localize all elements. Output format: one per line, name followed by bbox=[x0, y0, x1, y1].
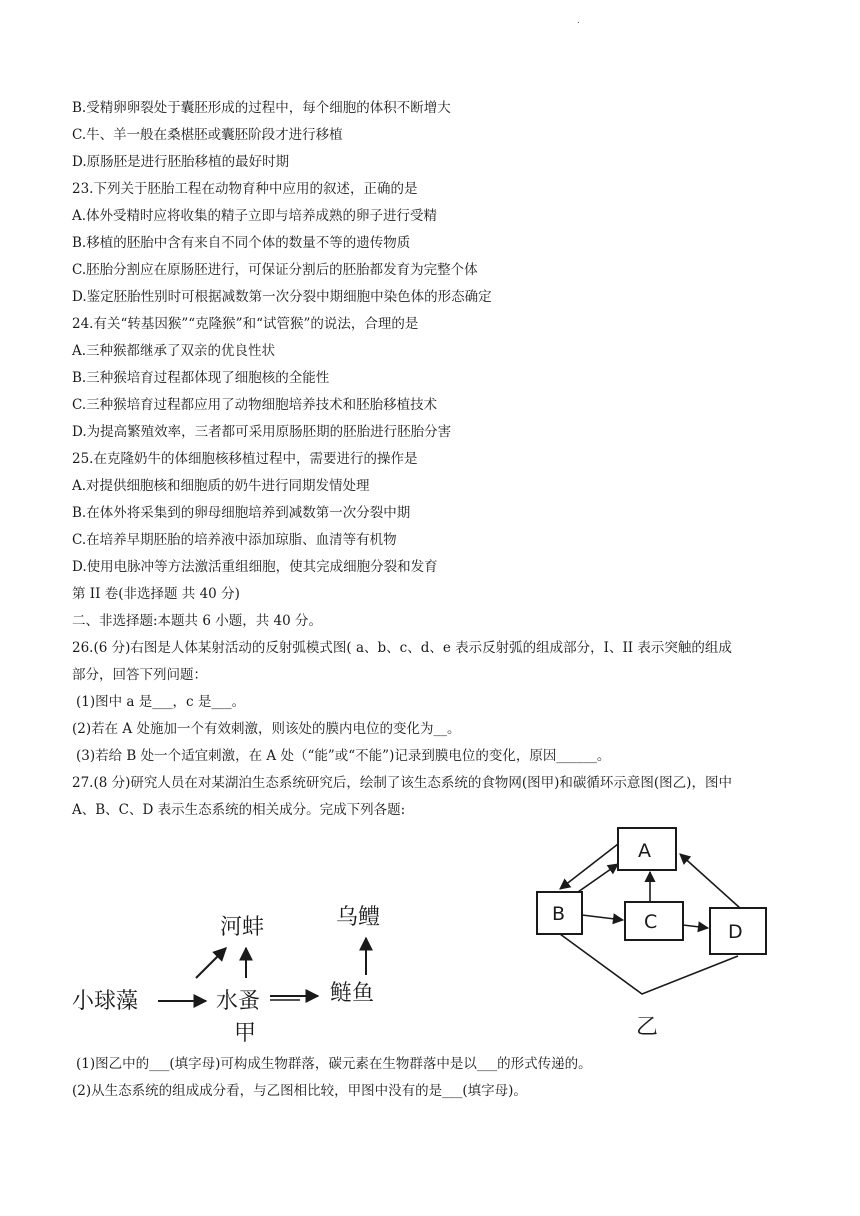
q26-part1: (1)图中 a 是___，c 是___。 bbox=[76, 694, 246, 710]
q22-option-d: D.原肠胚是进行胚胎移植的最好时期 bbox=[72, 154, 290, 170]
q24-option-c: C.三种猴培育过程都应用了动物细胞培养技术和胚胎移植技术 bbox=[72, 397, 438, 413]
q23-stem: 23.下列关于胚胎工程在动物育种中应用的叙述，正确的是 bbox=[72, 181, 418, 197]
node-xiaoqiuzao: 小球藻 bbox=[72, 989, 139, 1014]
q25-option-a: A.对提供细胞核和细胞质的奶牛进行同期发情处理 bbox=[72, 478, 370, 494]
node-hebang: 河蚌 bbox=[220, 915, 265, 940]
q24-option-a: A.三种猴都继承了双亲的优良性状 bbox=[72, 343, 276, 359]
node-lianyu: 鲢鱼 bbox=[330, 981, 375, 1006]
q22-option-c: C.牛、羊一般在桑椹胚或囊胚阶段才进行移植 bbox=[72, 127, 343, 143]
part-two-heading: 第 II 卷(非选择题 共 40 分) bbox=[72, 586, 240, 602]
food-web-diagram bbox=[70, 830, 410, 1060]
header-mark: . bbox=[577, 16, 580, 26]
q26-part3: (3)若给 B 处一个适宜刺激，在 A 处（“能”或“不能”)记录到膜电位的变化，原因______。 bbox=[76, 748, 611, 764]
arrow-a-to-b bbox=[560, 844, 618, 889]
q25-option-b: B.在体外将采集到的卵母细胞培养到减数第一次分裂中期 bbox=[72, 505, 411, 521]
q23-option-d: D.鉴定胚胎性别时可根据减数第一次分裂中期细胞中染色体的形态确定 bbox=[72, 289, 492, 305]
box-d-label: D bbox=[728, 921, 743, 943]
q24-option-d: D.为提高繁殖效率，三者都可采用原肠胚期的胚胎进行胚胎分害 bbox=[72, 424, 452, 440]
q27-part1: (1)图乙中的___(填字母)可构成生物群落，碳元素在生物群落中是以___的形式传递的。 bbox=[76, 1056, 592, 1072]
diagram-caption-jia: 甲 bbox=[234, 1021, 257, 1046]
q24-stem: 24.有关“转基因猴”“克隆猴”和“试管猴”的说法，合理的是 bbox=[72, 316, 419, 332]
q25-option-d: D.使用电脉冲等方法激活重组细胞，使其完成细胞分裂和发育 bbox=[72, 559, 438, 575]
q23-option-a: A.体外受精时应将收集的精子立即与培养成熟的卵子进行受精 bbox=[72, 208, 438, 224]
q26-stem-line1: 26.(6 分)右图是人体某射活动的反射弧模式图( a、b、c、d、e 表示反射弧的组成部分，I、II 表示突触的组成 bbox=[72, 640, 732, 656]
q23-option-b: B.移植的胚胎中含有来自不同个体的数量不等的遗传物质 bbox=[72, 235, 411, 251]
arrow-shuizao-to-hebang bbox=[196, 948, 226, 978]
q24-option-b: B.三种猴培育过程都体现了细胞核的全能性 bbox=[72, 370, 330, 386]
arrow-d-to-a bbox=[680, 854, 740, 908]
q27-stem-line1: 27.(8 分)研究人员在对某湖泊生态系统研究后，绘制了该生态系统的食物网(图甲)和碳循环示意图(图乙)，图中 bbox=[72, 775, 732, 791]
arrow-b-to-a bbox=[578, 864, 618, 892]
q23-option-c: C.胚胎分割应在原肠胚进行，可保证分割后的胚胎都发育为完整个体 bbox=[72, 262, 478, 278]
q27-part2: (2)从生态系统的组成成分看，与乙图相比较，甲图中没有的是___(填字母)。 bbox=[72, 1083, 527, 1099]
section-two-heading: 二、非选择题:本题共 6 小题，共 40 分。 bbox=[72, 613, 322, 629]
node-wuli: 乌鳢 bbox=[336, 905, 381, 930]
carbon-cycle-diagram bbox=[520, 822, 790, 1052]
diagram-caption-yi: 乙 bbox=[636, 1015, 659, 1040]
q26-part2: (2)若在 A 处施加一个有效刺激，则该处的膜内电位的变化为__。 bbox=[72, 721, 461, 737]
arrow-c-to-d bbox=[683, 925, 708, 928]
q25-option-c: C.在培养早期胚胎的培养液中添加琼脂、血清等有机物 bbox=[72, 532, 397, 548]
box-a-label: A bbox=[638, 840, 651, 862]
q26-stem-line2: 部分，回答下列问题： bbox=[72, 667, 207, 683]
box-c-label: C bbox=[644, 911, 658, 933]
q22-option-b: B.受精卵卵裂处于囊胚形成的过程中，每个细胞的体积不断增大 bbox=[72, 100, 451, 116]
node-shuizao: 水蚤 bbox=[216, 989, 261, 1014]
q27-stem-line2: A、B、C、D 表示生态系统的相关成分。完成下列各题: bbox=[72, 802, 406, 818]
arrow-b-to-c bbox=[582, 915, 623, 920]
box-b-label: B bbox=[552, 903, 566, 925]
q25-stem: 25.在克隆奶牛的体细胞核移植过程中，需要进行的操作是 bbox=[72, 451, 418, 467]
